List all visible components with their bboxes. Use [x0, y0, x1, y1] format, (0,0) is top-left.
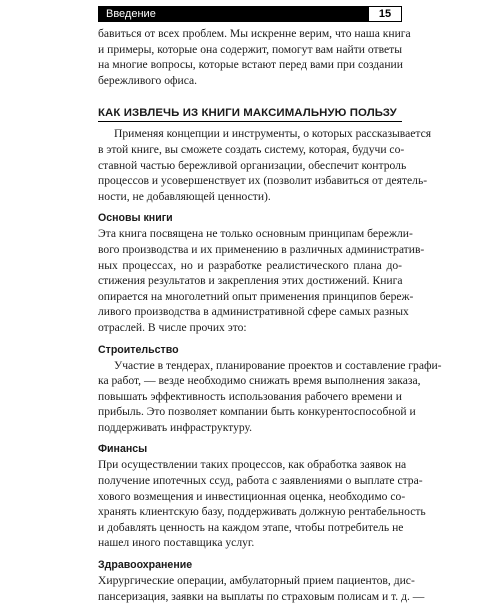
text-line: и примеры, которые она содержит, помогут вам найти ответы — [98, 42, 402, 56]
text-line: повышать эффективность использования рабочего времени и — [98, 389, 402, 403]
text-line: хранять клиентскую базу, поддерживать должную рентабельность — [98, 505, 426, 519]
text-line: ности, не добавляющей ценности). — [98, 189, 271, 203]
header-title: Введение — [106, 8, 156, 20]
text-line: Хирургические операции, амбулаторный прием пациентов, дис- — [98, 574, 415, 588]
text-line: прибыль. Это позволяет компании быть конкурентоспособной и — [98, 405, 416, 419]
basics-paragraph — [98, 226, 425, 335]
subheading-healthcare: Здравоохранение — [98, 559, 193, 572]
text-line: на многие вопросы, которые встают перед вами при создании — [98, 58, 403, 72]
text-line: Эта книга посвящена не только основным принципам бережли- — [98, 227, 413, 241]
text-line: ка работ, — везде необходимо снижать время выполнения заказа, — [98, 374, 421, 388]
text-line: ных процессах, но и разработке реалистического плана до- — [98, 258, 402, 272]
text-line: бавиться от всех проблем. Мы искренне верим, что наша книга — [98, 27, 411, 40]
text-line: хового возмещения и инвестиционная оценка, необходимо со- — [98, 489, 406, 503]
page-number: 15 — [368, 6, 402, 22]
subheading-basics: Основы книги — [98, 212, 173, 225]
text-line: и добавлять ценность на каждом этапе, чтобы потребитель не — [98, 520, 404, 534]
page-body — [98, 26, 442, 604]
intro-paragraph — [98, 26, 411, 88]
text-line: в этой книге, вы сможете создать систему, которая, будучи со- — [98, 142, 405, 156]
text-line: ливого производства в административной сфере самых разных — [98, 305, 409, 319]
text-line: процессов и усовершенствует их (позволит избавиться от деятель- — [98, 174, 428, 188]
text-line: бережливого офиса. — [98, 73, 198, 87]
text-line: стижения результатов и закрепления этих достижений. Книга — [98, 274, 403, 288]
text-line: вого производства и их применению в различных административ- — [98, 242, 425, 256]
text-line: При осуществлении таких процессов, как обработка заявок на — [98, 458, 407, 472]
text-line: пансеризация, заявки на выплаты по страховым полисам и т. д. — — [98, 589, 425, 603]
construction-paragraph — [98, 358, 442, 436]
finance-paragraph — [98, 457, 426, 551]
text-line: Применяя концепции и инструменты, о которых рассказывается — [114, 127, 432, 141]
text-line: нашел иного поставщика услуг. — [98, 536, 255, 550]
healthcare-paragraph — [98, 573, 425, 604]
text-line: поддерживать инфраструктуру. — [98, 420, 253, 434]
section-heading: КАК ИЗВЛЕЧЬ ИЗ КНИГИ МАКСИМАЛЬНУЮ ПОЛЬЗУ — [98, 107, 402, 122]
text-line: опирается на многолетний опыт применения принципов береж- — [98, 289, 414, 303]
section-paragraph — [98, 126, 432, 204]
text-line: отраслей. В числе прочих это: — [98, 320, 247, 334]
text-line: ставной частью бережливой организации, обеспечит контроль — [98, 158, 407, 172]
text-line: получение ипотечных ссуд, работа с заявлениями о выплате стра- — [98, 474, 423, 488]
text-line: Участие в тендерах, планирование проектов и составление графи- — [114, 358, 442, 372]
subheading-finance: Финансы — [98, 443, 148, 456]
running-header — [98, 6, 402, 22]
subheading-construction: Строительство — [98, 343, 179, 356]
